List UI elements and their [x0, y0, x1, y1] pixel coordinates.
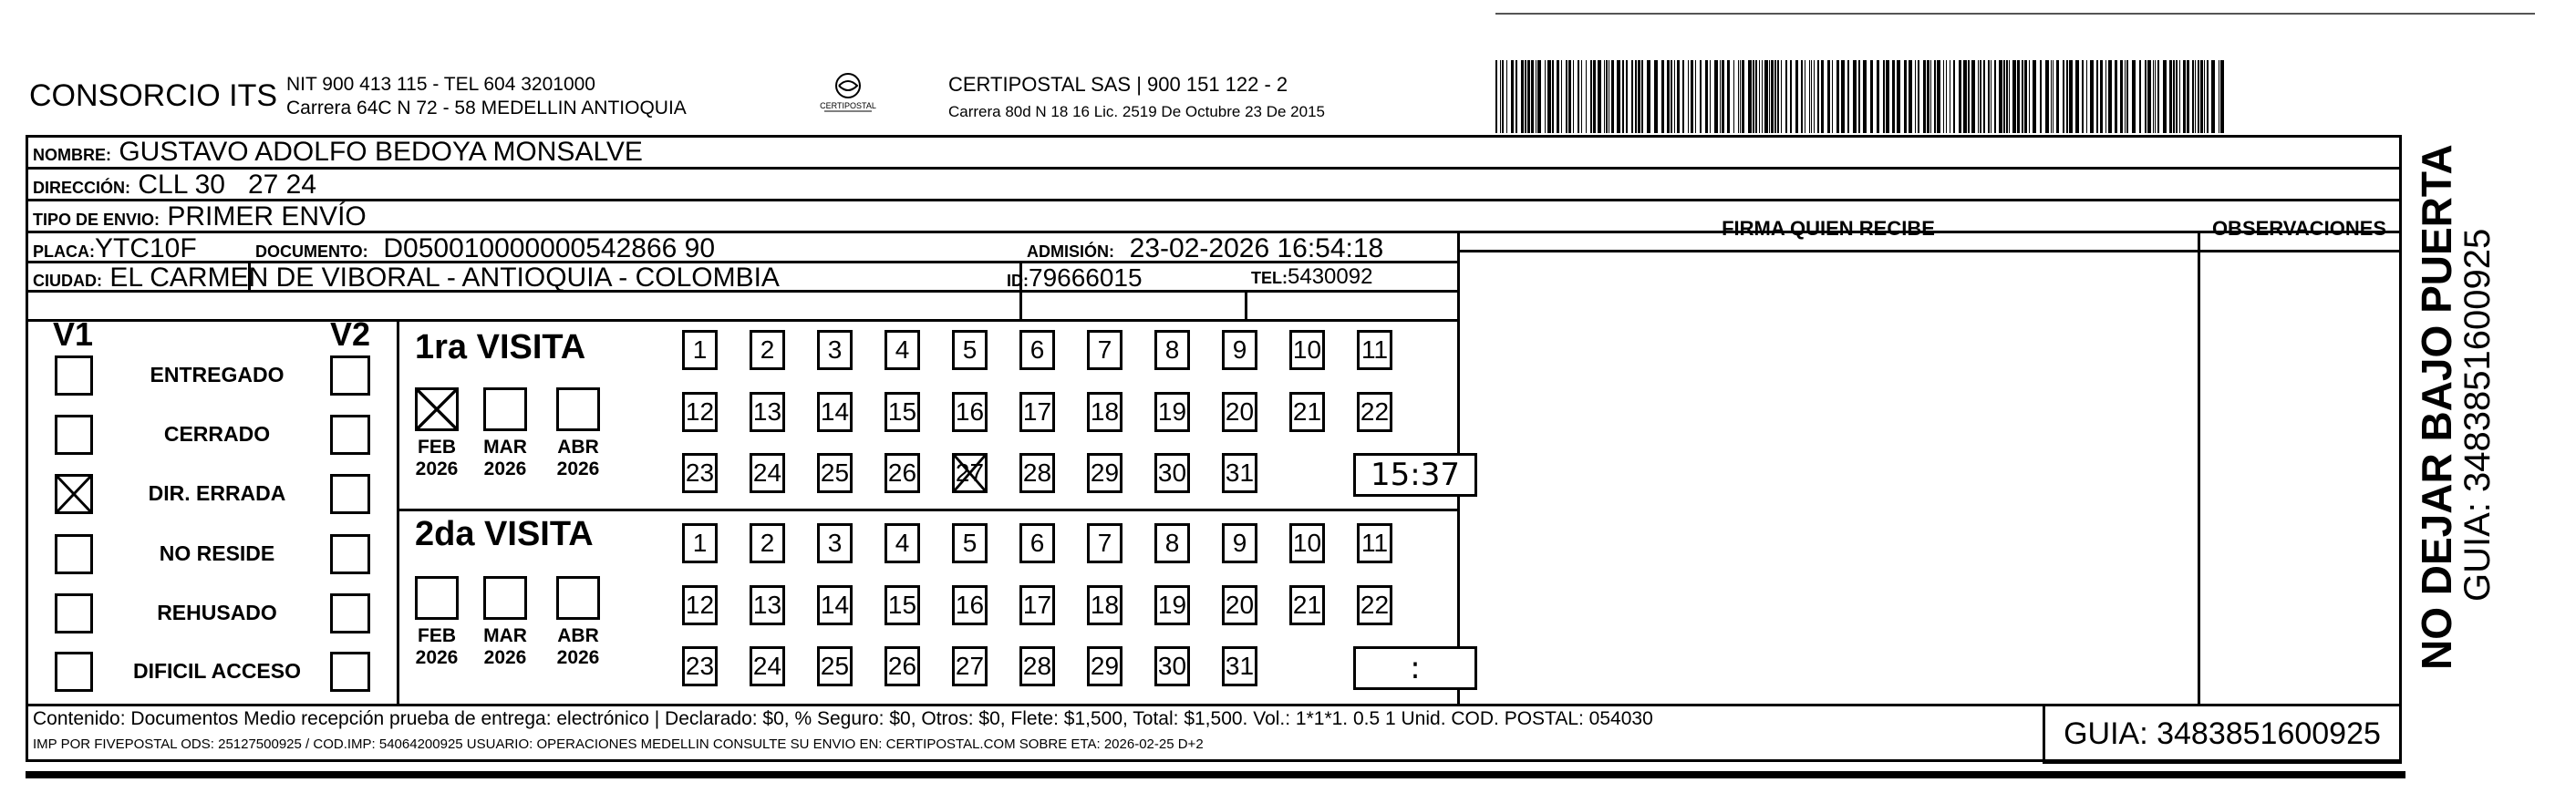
v1-checkbox[interactable]	[55, 355, 93, 396]
month-name: FEB	[418, 437, 456, 458]
status-label: REHUSADO	[157, 601, 277, 624]
month-name: ABR	[557, 625, 599, 646]
observaciones-label: OBSERVACIONES	[2211, 217, 2387, 240]
admision-field: ADMISIÓN: 23-02-2026 16:54:18	[1027, 233, 1384, 263]
day-box[interactable]: 7	[1087, 330, 1122, 370]
certipostal-address: Carrera 80d N 18 16 Lic. 2519 De Octubre 23 De 2015	[948, 103, 1325, 120]
day-box[interactable]: 11	[1357, 523, 1392, 563]
documento-field: DOCUMENTO: D050010000000542866 90	[255, 233, 716, 263]
top-edge-line	[1495, 13, 2535, 15]
day-box[interactable]: 9	[1222, 330, 1257, 370]
day-box[interactable]: 14	[817, 392, 853, 432]
day-box[interactable]: 12	[682, 392, 718, 432]
admision-value: 23-02-2026 16:54:18	[1129, 233, 1384, 263]
day-box[interactable]: 26	[885, 646, 920, 686]
v1-checkbox[interactable]	[55, 534, 93, 574]
day-box[interactable]: 7	[1087, 523, 1122, 563]
month-label	[545, 625, 611, 669]
v2-checkbox[interactable]	[330, 474, 370, 514]
day-box[interactable]: 24	[750, 453, 785, 493]
divider	[26, 199, 2402, 201]
tipo-envio-value: PRIMER ENVÍO	[167, 201, 367, 232]
day-box[interactable]: 3	[817, 523, 853, 563]
day-box[interactable]: 5	[952, 523, 988, 563]
month-name: MAR	[483, 437, 527, 458]
status-label: NO RESIDE	[159, 541, 275, 565]
nombre-field: NOMBRE: GUSTAVO ADOLFO BEDOYA MONSALVE	[33, 137, 643, 167]
nombre-value: GUSTAVO ADOLFO BEDOYA MONSALVE	[119, 137, 643, 167]
company-name: CONSORCIO ITS	[29, 78, 278, 113]
v1-checkbox[interactable]	[55, 415, 93, 455]
day-box[interactable]: 31	[1222, 646, 1257, 686]
month-year: 2026	[415, 458, 459, 479]
v2-checkbox[interactable]	[330, 593, 370, 633]
month-name: ABR	[557, 437, 599, 458]
day-box[interactable]: 23	[682, 453, 718, 493]
day-box[interactable]: 16	[952, 585, 988, 625]
day-box[interactable]: 20	[1222, 585, 1257, 625]
ciudad-field: CIUDAD: EL CARMEN DE VIBORAL - ANTIOQUIA - COLOMBIA	[33, 263, 780, 293]
status-label: CERRADO	[163, 422, 271, 446]
day-box[interactable]: 6	[1019, 330, 1055, 370]
barcode	[1495, 60, 2225, 133]
day-box[interactable]: 3	[817, 330, 853, 370]
day-box[interactable]: 20	[1222, 392, 1257, 432]
divider	[397, 509, 1457, 511]
no-dejar-warning: NO DEJAR BAJO PUERTA	[2413, 144, 2460, 670]
day-box[interactable]: 14	[817, 585, 853, 625]
tel-value: 5430092	[1288, 264, 1373, 289]
certipostal-line: CERTIPOSTAL SAS | 900 151 122 - 2	[948, 73, 1288, 96]
day-box[interactable]: 29	[1087, 453, 1122, 493]
day-box[interactable]: 10	[1289, 330, 1325, 370]
day-box[interactable]: 18	[1087, 392, 1122, 432]
day-box[interactable]: 4	[885, 523, 920, 563]
month-label	[472, 625, 538, 669]
month-year: 2026	[483, 647, 527, 668]
certipostal-logo	[812, 69, 885, 117]
bottom-border	[26, 771, 2405, 778]
day-box[interactable]: 17	[1019, 585, 1055, 625]
v1-checkbox[interactable]	[55, 593, 93, 633]
day-box[interactable]: 25	[817, 453, 853, 493]
visit2-title: 2da VISITA	[415, 515, 594, 553]
v1-label: V1	[53, 315, 94, 353]
divider	[2399, 167, 2402, 761]
tel-field: TEL:5430092	[1251, 264, 1373, 289]
tipo-envio-field: TIPO DE ENVIO: PRIMER ENVÍO	[33, 201, 367, 232]
month-checkbox[interactable]	[415, 387, 459, 431]
time-box[interactable]: :	[1353, 646, 1477, 690]
month-checkbox[interactable]	[415, 576, 459, 620]
day-box[interactable]: 21	[1289, 392, 1325, 432]
id-value: 79666015	[1029, 263, 1143, 292]
day-box[interactable]: 13	[750, 585, 785, 625]
v2-checkbox[interactable]	[330, 534, 370, 574]
day-box[interactable]: 26	[885, 453, 920, 493]
day-box[interactable]: 1	[682, 330, 718, 370]
day-box[interactable]: 19	[1154, 585, 1190, 625]
status-label: DIR. ERRADA	[148, 481, 286, 505]
month-checkbox[interactable]	[556, 576, 600, 620]
day-box[interactable]: 18	[1087, 585, 1122, 625]
month-year: 2026	[415, 647, 459, 668]
footer-imp: IMP POR FIVEPOSTAL ODS: 25127500925 / COD.IMP: 54064200925 USUARIO: OPERACIONES MEDELLIN CONSULTE SU ENVIO EN: CERTIPOSTAL.COM SOBRE ETA: 2026-02-25 D+2	[33, 736, 1204, 752]
v2-checkbox[interactable]	[330, 415, 370, 455]
status-label: ENTREGADO	[150, 363, 284, 386]
day-box[interactable]: 13	[750, 392, 785, 432]
month-checkbox[interactable]	[556, 387, 600, 431]
month-checkbox[interactable]	[483, 576, 527, 620]
direccion-value: CLL 30 27 24	[138, 170, 317, 200]
firma-label: FIRMA QUIEN RECIBE	[1722, 217, 1935, 240]
v2-checkbox[interactable]	[330, 355, 370, 396]
day-box[interactable]: 10	[1289, 523, 1325, 563]
v1-checkbox[interactable]	[55, 652, 93, 692]
day-box[interactable]: 6	[1019, 523, 1055, 563]
day-box[interactable]: 11	[1357, 330, 1392, 370]
day-box[interactable]: 22	[1357, 585, 1392, 625]
day-box[interactable]: 30	[1154, 453, 1190, 493]
month-label	[404, 437, 470, 480]
day-box[interactable]: 8	[1154, 523, 1190, 563]
day-box[interactable]: 21	[1289, 585, 1325, 625]
day-box[interactable]: 4	[885, 330, 920, 370]
month-year: 2026	[556, 458, 600, 479]
month-checkbox[interactable]	[483, 387, 527, 431]
divider	[26, 319, 1457, 322]
nit-line: NIT 900 413 115 - TEL 604 3201000	[286, 74, 595, 95]
company-info	[286, 73, 687, 120]
month-label	[472, 437, 538, 480]
day-box[interactable]: 2	[750, 330, 785, 370]
day-box[interactable]: 9	[1222, 523, 1257, 563]
divider	[2043, 761, 2402, 764]
placa-value: YTC10F	[95, 233, 197, 263]
status-label: DIFICIL ACCESO	[132, 659, 301, 683]
logo-text: CERTIPOSTAL	[820, 101, 876, 110]
day-box[interactable]: 24	[750, 646, 785, 686]
day-box[interactable]: 25	[817, 646, 853, 686]
divider	[1457, 250, 2402, 252]
day-box[interactable]: 2	[750, 523, 785, 563]
v2-label: V2	[330, 315, 371, 353]
side-guia: GUIA: 3483851600925	[2457, 228, 2498, 602]
month-year: 2026	[556, 647, 600, 668]
day-box[interactable]: 31	[1222, 453, 1257, 493]
day-box[interactable]: 16	[952, 392, 988, 432]
divider	[2198, 231, 2200, 704]
month-name: FEB	[418, 625, 456, 646]
divider	[397, 319, 399, 704]
day-box[interactable]: 15	[885, 585, 920, 625]
month-year: 2026	[483, 458, 527, 479]
day-box[interactable]: 30	[1154, 646, 1190, 686]
footer-contenido: Contenido: Documentos Medio recepción prueba de entrega: electrónico | Declarado: $0, % Seguro: $0, Otros: $0, Flete: $1,500, Total: $1,500. Vol.: 1*1*1. 0.5 1 Unid. COD. POSTAL: 054030	[33, 708, 1653, 729]
month-label	[404, 625, 470, 669]
day-box[interactable]: 27	[952, 453, 988, 493]
day-box[interactable]: 8	[1154, 330, 1190, 370]
placa-field: PLACA:YTC10F	[33, 233, 197, 263]
day-box[interactable]: 28	[1019, 646, 1055, 686]
day-box[interactable]: 1	[682, 523, 718, 563]
day-box[interactable]: 27	[952, 646, 988, 686]
documento-value: D050010000000542866 90	[383, 233, 716, 263]
day-box[interactable]: 22	[1357, 392, 1392, 432]
footer-guia: GUIA: 3483851600925	[2064, 716, 2381, 751]
divider	[26, 704, 2402, 706]
ciudad-value: EL CARMEN DE VIBORAL - ANTIOQUIA - COLOMBIA	[109, 263, 780, 293]
day-box[interactable]: 12	[682, 585, 718, 625]
day-box[interactable]: 23	[682, 646, 718, 686]
v1-checkbox[interactable]	[55, 474, 93, 514]
v2-checkbox[interactable]	[330, 652, 370, 692]
day-box[interactable]: 29	[1087, 646, 1122, 686]
direccion-field: DIRECCIÓN: CLL 30 27 24	[33, 170, 317, 200]
day-box[interactable]: 19	[1154, 392, 1190, 432]
visit1-title: 1ra VISITA	[415, 328, 586, 366]
day-box[interactable]: 28	[1019, 453, 1055, 493]
id-field: ID:79666015	[1007, 263, 1143, 292]
month-name: MAR	[483, 625, 527, 646]
day-box[interactable]: 5	[952, 330, 988, 370]
month-label	[545, 437, 611, 480]
address-line: Carrera 64C N 72 - 58 MEDELLIN ANTIOQUIA	[286, 98, 687, 118]
divider	[1245, 290, 1247, 319]
time-box[interactable]: 15:37	[1353, 453, 1477, 497]
day-box[interactable]: 15	[885, 392, 920, 432]
day-box[interactable]: 17	[1019, 392, 1055, 432]
